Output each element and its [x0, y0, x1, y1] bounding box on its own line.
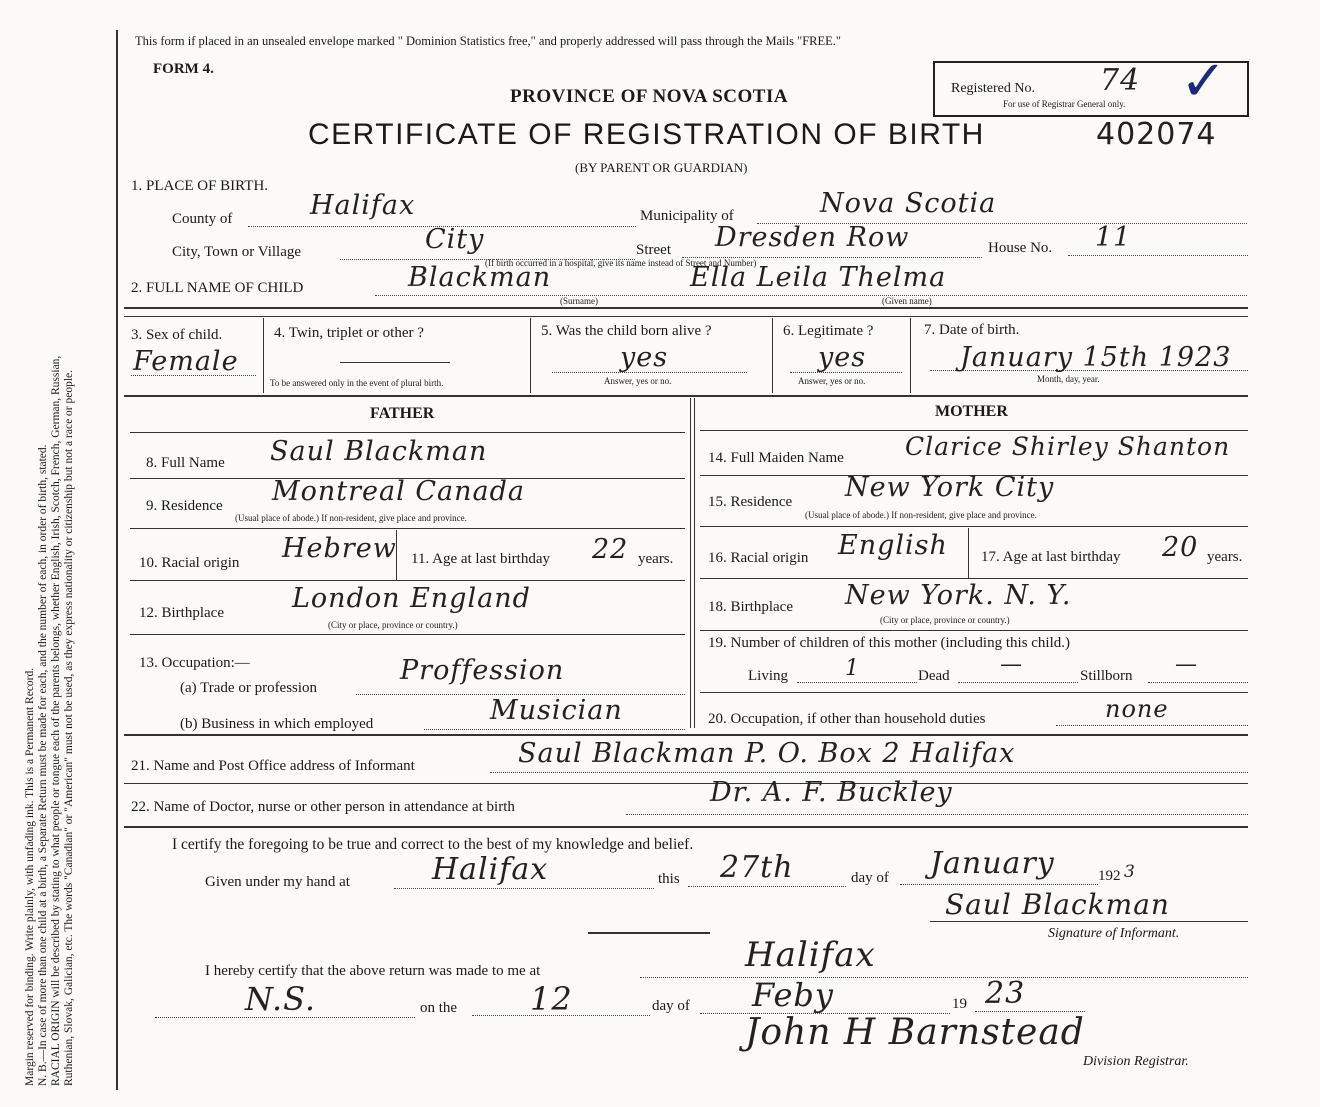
- living-label: Living: [748, 668, 788, 684]
- registrar-year: 23: [985, 976, 1026, 1011]
- dob-value: January 15th 1923: [960, 342, 1232, 373]
- father-age-value: 22: [592, 534, 629, 565]
- this-label: this: [658, 871, 680, 887]
- twin-label: 4. Twin, triplet or other ?: [274, 325, 424, 341]
- county-value: Halifax: [310, 190, 416, 221]
- registrar-signature: John H Barnstead: [745, 1012, 1085, 1053]
- street-label: Street: [636, 242, 671, 258]
- mother-name-value: Clarice Shirley Shanton: [905, 432, 1231, 461]
- margin-line-1: Margin reserved for binding. Write plainly, with unfading ink. This is a Permanent Record.: [24, 667, 36, 1086]
- mother-residence-label: 15. Residence: [708, 494, 793, 510]
- alive-note: Answer, yes or no.: [604, 376, 672, 386]
- father-residence-note: (Usual place of abode.) If non-resident, give place and province.: [235, 513, 467, 523]
- mother-birthplace-note: (City or place, province or country.): [880, 615, 1010, 625]
- dob-note: Month, day, year.: [1037, 374, 1100, 384]
- children-label: 19. Number of children of this mother (including this child.): [708, 635, 1071, 651]
- mother-birthplace-label: 18. Birthplace: [708, 599, 793, 615]
- mother-race-label: 16. Racial origin: [708, 550, 809, 566]
- father-birthplace-label: 12. Birthplace: [139, 605, 224, 621]
- registrar-dayof-label: day of: [652, 998, 690, 1014]
- informant-label: 21. Name and Post Office address of Informant: [131, 758, 415, 774]
- subtitle: (BY PARENT OR GUARDIAN): [575, 160, 748, 175]
- municipality-value: Nova Scotia: [820, 188, 997, 219]
- mail-note: This form if placed in an unsealed envelope marked " Dominion Statistics free," and properly addressed will pass through the Mails "FREE.": [135, 34, 842, 48]
- certify-dayof-label: day of: [851, 870, 889, 886]
- mother-residence-value: New York City: [845, 472, 1055, 503]
- father-heading: FATHER: [370, 405, 435, 422]
- father-race-label: 10. Racial origin: [139, 555, 240, 571]
- mother-age-value: 20: [1162, 532, 1199, 563]
- legit-label: 6. Legitimate ?: [783, 323, 874, 339]
- alive-value: yes: [620, 342, 669, 373]
- father-birthplace-note: (City or place, province or country.): [328, 620, 458, 630]
- certify-month: January: [930, 846, 1055, 881]
- given-place: Halifax: [432, 852, 549, 887]
- city-label: City, Town or Village: [172, 244, 302, 260]
- trade-value: Proffession: [400, 655, 565, 686]
- place-heading: 1. PLACE OF BIRTH.: [131, 178, 269, 194]
- stillborn-label: Stillborn: [1080, 668, 1133, 684]
- alive-label: 5. Was the child born alive ?: [541, 323, 712, 339]
- sex-label: 3. Sex of child.: [131, 327, 223, 343]
- father-name-label: 8. Full Name: [146, 455, 225, 471]
- stillborn-value: —: [1175, 652, 1198, 677]
- sex-value: Female: [133, 346, 239, 377]
- mother-occupation-value: none: [1105, 695, 1169, 723]
- occupation-label: 13. Occupation:—: [139, 655, 250, 671]
- doctor-label: 22. Name of Doctor, nurse or other person in attendance at birth: [131, 799, 515, 815]
- child-surname: Blackman: [408, 262, 552, 293]
- registrar-month: Feby: [752, 976, 834, 1014]
- registrar-caption: Division Registrar.: [1083, 1054, 1189, 1069]
- mother-heading: MOTHER: [935, 403, 1008, 420]
- father-years: years.: [638, 551, 674, 567]
- form-number: FORM 4.: [153, 61, 214, 77]
- informant-signature: Saul Blackman: [945, 888, 1170, 921]
- registration-box: [933, 51, 1249, 117]
- margin-line-2: N. B.—In case of more than one child at a birth, a Separate Return must be made for each, and the number of each, in order of birth, stated.: [37, 444, 49, 1086]
- registered-number: 74: [1100, 63, 1141, 98]
- margin-line-4: Ruthenian, Slovak, Galician, etc. The words "Canadian" or "American" must not be used, as they express nationality or citizenship but not a race or people.: [63, 369, 75, 1086]
- page-title: CERTIFICATE OF REGISTRATION OF BIRTH: [308, 118, 985, 151]
- mother-age-label: 17. Age at last birthday: [981, 549, 1121, 565]
- trade-label: (a) Trade or profession: [180, 680, 318, 696]
- mother-residence-note: (Usual place of abode.) If non-resident, give place and province.: [805, 510, 1037, 520]
- hospital-note: (If birth occurred in a hospital, give its name instead of Street and Number): [485, 258, 757, 268]
- given-caption: (Given name): [882, 296, 932, 306]
- living-value: 1: [845, 656, 860, 681]
- margin-border: [116, 30, 118, 1090]
- certificate-number: 402074: [1096, 117, 1217, 152]
- registrar-day: 12: [530, 980, 573, 1018]
- registrar-place-2: N.S.: [245, 980, 317, 1018]
- check-icon: ✓: [1180, 51, 1227, 113]
- mother-years: years.: [1207, 549, 1243, 565]
- registrar-year-prefix: 19: [952, 996, 967, 1012]
- registered-label: Registered No.: [951, 81, 1035, 96]
- dob-label: 7. Date of birth.: [924, 322, 1020, 338]
- signature-caption: Signature of Informant.: [1048, 926, 1180, 941]
- margin-line-3: RACIAL ORIGIN will be described by stating to what people or tongue each of the parents belongs, whether English, Irish, Scotch, French, German, Russian,: [50, 355, 62, 1086]
- municipality-label: Municipality of: [640, 208, 734, 224]
- father-birthplace-value: London England: [292, 583, 531, 614]
- street-value: Dresden Row: [715, 222, 910, 253]
- dead-label: Dead: [918, 668, 950, 684]
- legit-value: yes: [818, 342, 867, 373]
- business-label: (b) Business in which employed: [180, 716, 374, 732]
- child-given-name: Ella Leila Thelma: [690, 262, 947, 293]
- twin-note: To be answered only in the event of plural birth.: [270, 378, 444, 388]
- city-value: City: [425, 224, 485, 255]
- mother-occupation-label: 20. Occupation, if other than household duties: [708, 711, 986, 727]
- father-residence-value: Montreal Canada: [272, 476, 525, 507]
- county-label: County of: [172, 211, 233, 227]
- certify-year: 3: [1124, 862, 1136, 882]
- registrar-note: For use of Registrar General only.: [1003, 99, 1126, 109]
- child-name-label: 2. FULL NAME OF CHILD: [131, 280, 304, 296]
- house-label: House No.: [988, 240, 1053, 256]
- father-race-value: Hebrew: [282, 533, 397, 564]
- informant-value: Saul Blackman P. O. Box 2 Halifax: [518, 738, 1016, 769]
- given-label: Given under my hand at: [205, 874, 350, 890]
- father-residence-label: 9. Residence: [146, 498, 223, 514]
- father-name-value: Saul Blackman: [270, 436, 488, 467]
- mother-race-value: English: [838, 530, 948, 561]
- dead-value: —: [1000, 652, 1023, 677]
- surname-caption: (Surname): [560, 296, 598, 306]
- father-age-label: 11. Age at last birthday: [411, 551, 550, 567]
- house-value: 11: [1095, 222, 1132, 253]
- province-heading: PROVINCE OF NOVA SCOTIA: [510, 86, 789, 107]
- mother-birthplace-value: New York. N. Y.: [845, 580, 1072, 611]
- certify-statement: I certify the foregoing to be true and correct to the best of my knowledge and belief.: [172, 836, 694, 853]
- registrar-statement: I hereby certify that the above return was made to me at: [205, 963, 541, 979]
- margin-instructions: [24, 46, 76, 1086]
- given-day: 27th: [720, 850, 794, 885]
- business-value: Musician: [490, 695, 623, 726]
- onthe-label: on the: [420, 1000, 458, 1016]
- certify-year-prefix: 192: [1098, 868, 1121, 884]
- doctor-value: Dr. A. F. Buckley: [710, 777, 953, 808]
- legit-note: Answer, yes or no.: [798, 376, 866, 386]
- mother-name-label: 14. Full Maiden Name: [708, 450, 844, 466]
- registrar-place: Halifax: [745, 935, 876, 975]
